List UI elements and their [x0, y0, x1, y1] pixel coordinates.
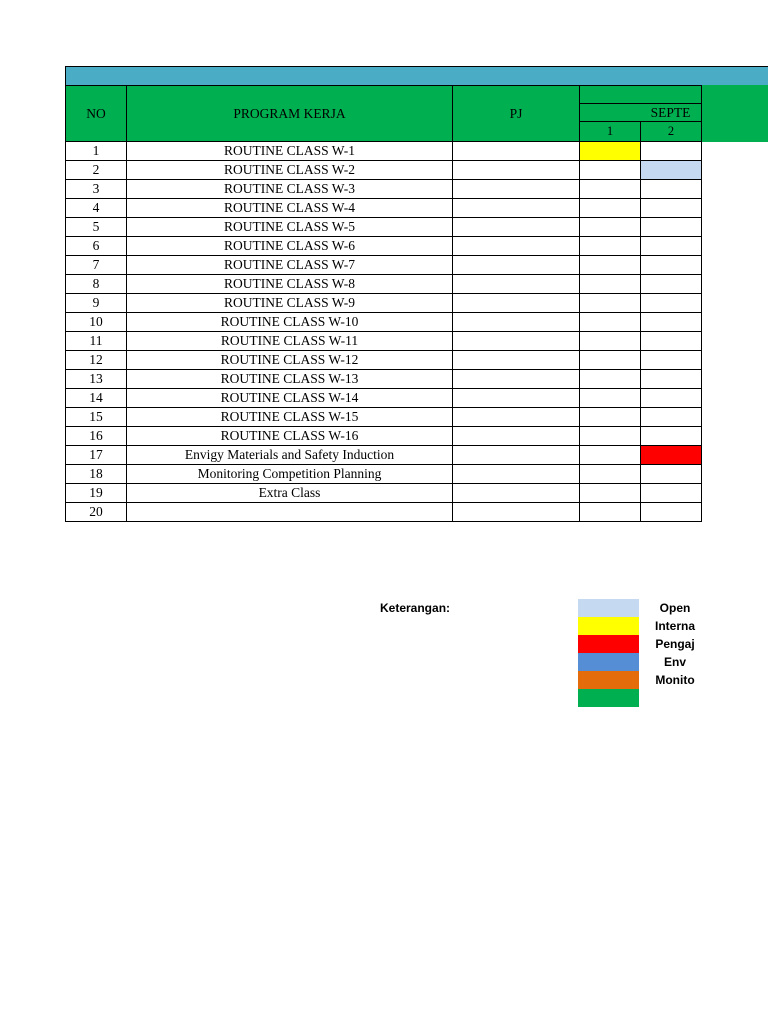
row-week-2-cell[interactable]	[641, 446, 702, 465]
row-pj-cell[interactable]	[453, 332, 580, 351]
row-program-cell[interactable]: ROUTINE CLASS W-13	[127, 370, 453, 389]
row-week-2-cell[interactable]	[641, 256, 702, 275]
table-row	[66, 446, 702, 465]
row-week-1-cell[interactable]	[580, 161, 641, 180]
row-pj-cell[interactable]	[453, 237, 580, 256]
row-week-2-cell[interactable]	[641, 142, 702, 161]
table-row	[66, 408, 702, 427]
legend-label: Interna	[654, 619, 695, 633]
row-week-2-cell[interactable]	[641, 180, 702, 199]
row-no-cell[interactable]: 13	[66, 370, 127, 389]
row-week-2-cell[interactable]	[641, 503, 702, 522]
row-pj-cell[interactable]	[453, 275, 580, 294]
table-row	[66, 370, 702, 389]
legend-swatch	[578, 671, 639, 689]
row-no-cell[interactable]: 2	[66, 161, 127, 180]
row-program-cell[interactable]: ROUTINE CLASS W-14	[127, 389, 453, 408]
legend-swatch	[578, 653, 639, 671]
row-program-cell[interactable]: ROUTINE CLASS W-5	[127, 218, 453, 237]
row-pj-cell[interactable]	[453, 427, 580, 446]
row-week-1-cell[interactable]	[580, 294, 641, 313]
row-pj-cell[interactable]	[453, 161, 580, 180]
row-program-cell[interactable]: Monitoring Competition Planning	[127, 465, 453, 484]
row-no-cell[interactable]: 3	[66, 180, 127, 199]
row-program-cell[interactable]: ROUTINE CLASS W-2	[127, 161, 453, 180]
row-pj-cell[interactable]	[453, 218, 580, 237]
row-no-cell[interactable]: 10	[66, 313, 127, 332]
row-week-2-cell[interactable]	[641, 332, 702, 351]
legend-label	[650, 689, 700, 707]
row-week-1-cell[interactable]	[580, 218, 641, 237]
row-week-2-cell[interactable]	[641, 351, 702, 370]
row-program-cell[interactable]: ROUTINE CLASS W-15	[127, 408, 453, 427]
row-week-1-cell[interactable]	[580, 427, 641, 446]
header-program: PROGRAM KERJA	[127, 86, 453, 142]
row-program-cell[interactable]: ROUTINE CLASS W-8	[127, 275, 453, 294]
header-week-2: 2	[641, 122, 702, 142]
legend-swatch	[578, 599, 639, 617]
row-program-cell[interactable]: Extra Class	[127, 484, 453, 503]
row-pj-cell[interactable]	[453, 484, 580, 503]
row-week-2-cell[interactable]	[641, 237, 702, 256]
row-week-1-cell[interactable]	[580, 180, 641, 199]
row-no-cell[interactable]: 12	[66, 351, 127, 370]
row-program-cell[interactable]: ROUTINE CLASS W-7	[127, 256, 453, 275]
row-week-1-cell[interactable]	[580, 370, 641, 389]
row-pj-cell[interactable]	[453, 465, 580, 484]
table-row	[66, 294, 702, 313]
row-no-cell[interactable]: 7	[66, 256, 127, 275]
row-week-2-cell[interactable]	[641, 389, 702, 408]
row-no-cell[interactable]: 19	[66, 484, 127, 503]
work-program-table	[65, 85, 702, 522]
row-week-2-cell[interactable]	[641, 275, 702, 294]
row-week-2-cell[interactable]	[641, 294, 702, 313]
row-week-1-cell[interactable]	[580, 142, 641, 161]
row-week-2-cell[interactable]	[641, 370, 702, 389]
row-pj-cell[interactable]	[453, 313, 580, 332]
row-program-cell[interactable]: ROUTINE CLASS W-11	[127, 332, 453, 351]
row-program-cell[interactable]: ROUTINE CLASS W-10	[127, 313, 453, 332]
row-week-2-cell[interactable]	[641, 199, 702, 218]
row-no-cell[interactable]: 16	[66, 427, 127, 446]
row-week-1-cell[interactable]	[580, 332, 641, 351]
row-no-cell[interactable]: 8	[66, 275, 127, 294]
row-week-2-cell[interactable]	[641, 465, 702, 484]
row-pj-cell[interactable]	[453, 503, 580, 522]
row-no-cell[interactable]: 1	[66, 142, 127, 161]
row-week-1-cell[interactable]	[580, 199, 641, 218]
row-pj-cell[interactable]	[453, 446, 580, 465]
header-week-1: 1	[580, 122, 641, 142]
table-row	[66, 180, 702, 199]
row-program-cell[interactable]: ROUTINE CLASS W-6	[127, 237, 453, 256]
row-week-2-cell[interactable]	[641, 408, 702, 427]
table-row	[66, 313, 702, 332]
row-week-1-cell[interactable]	[580, 465, 641, 484]
table-row	[66, 503, 702, 522]
row-week-1-cell[interactable]	[580, 389, 641, 408]
legend-label: Monito	[655, 673, 695, 687]
row-week-1-cell[interactable]	[580, 237, 641, 256]
row-no-cell[interactable]: 15	[66, 408, 127, 427]
table-row	[66, 351, 702, 370]
header-row-1	[66, 86, 702, 104]
row-program-cell[interactable]: ROUTINE CLASS W-1	[127, 142, 453, 161]
legend-swatch	[578, 635, 639, 653]
row-no-cell[interactable]: 5	[66, 218, 127, 237]
row-week-1-cell[interactable]	[580, 351, 641, 370]
row-pj-cell[interactable]	[453, 408, 580, 427]
row-no-cell[interactable]: 17	[66, 446, 127, 465]
row-week-2-cell[interactable]	[641, 218, 702, 237]
table-row	[66, 142, 702, 161]
legend-label: Pengaj	[655, 637, 695, 651]
row-no-cell[interactable]: 9	[66, 294, 127, 313]
row-no-cell[interactable]: 20	[66, 503, 127, 522]
row-program-cell[interactable]	[127, 503, 453, 522]
table-row	[66, 161, 702, 180]
row-week-1-cell[interactable]	[580, 408, 641, 427]
row-program-cell[interactable]: ROUTINE CLASS W-4	[127, 199, 453, 218]
header-no: NO	[66, 86, 127, 142]
table-row	[66, 275, 702, 294]
row-pj-cell[interactable]	[453, 142, 580, 161]
row-program-cell[interactable]: Envigy Materials and Safety Induction	[127, 446, 453, 465]
table-row	[66, 237, 702, 256]
row-pj-cell[interactable]	[453, 180, 580, 199]
row-no-cell[interactable]: 11	[66, 332, 127, 351]
table-row	[66, 427, 702, 446]
header-month	[580, 104, 702, 122]
row-week-2-cell[interactable]	[641, 427, 702, 446]
table-row	[66, 256, 702, 275]
row-week-1-cell[interactable]	[580, 484, 641, 503]
row-week-1-cell[interactable]	[580, 446, 641, 465]
header-pj: PJ	[453, 86, 580, 142]
row-pj-cell[interactable]	[453, 199, 580, 218]
row-no-cell[interactable]: 18	[66, 465, 127, 484]
table-row	[66, 218, 702, 237]
row-week-2-cell[interactable]	[641, 161, 702, 180]
header-extension	[700, 85, 768, 142]
row-week-1-cell[interactable]	[580, 275, 641, 294]
row-no-cell[interactable]: 4	[66, 199, 127, 218]
header-month-group	[580, 86, 702, 104]
row-program-cell[interactable]: ROUTINE CLASS W-9	[127, 294, 453, 313]
row-week-2-cell[interactable]	[641, 484, 702, 503]
table-row	[66, 389, 702, 408]
row-week-1-cell[interactable]	[580, 256, 641, 275]
legend-swatch	[578, 617, 639, 635]
row-no-cell[interactable]: 6	[66, 237, 127, 256]
table-row	[66, 332, 702, 351]
row-pj-cell[interactable]	[453, 351, 580, 370]
month-label: SEPTE	[650, 105, 691, 120]
table-row	[66, 199, 702, 218]
row-pj-cell[interactable]	[453, 370, 580, 389]
row-pj-cell[interactable]	[453, 294, 580, 313]
row-pj-cell[interactable]	[453, 389, 580, 408]
row-program-cell[interactable]: ROUTINE CLASS W-16	[127, 427, 453, 446]
legend-title: Keterangan:	[380, 601, 451, 615]
row-pj-cell[interactable]	[453, 256, 580, 275]
legend-label: Env	[663, 655, 686, 669]
row-no-cell[interactable]: 14	[66, 389, 127, 408]
title-bar	[65, 66, 768, 85]
row-program-cell[interactable]: ROUTINE CLASS W-3	[127, 180, 453, 199]
row-week-1-cell[interactable]	[580, 503, 641, 522]
table-row	[66, 465, 702, 484]
table-body	[66, 86, 702, 522]
legend-swatch	[578, 689, 639, 707]
row-week-1-cell[interactable]	[580, 313, 641, 332]
row-week-2-cell[interactable]	[641, 313, 702, 332]
table-row	[66, 484, 702, 503]
legend-label: Open	[659, 601, 691, 615]
row-program-cell[interactable]: ROUTINE CLASS W-12	[127, 351, 453, 370]
